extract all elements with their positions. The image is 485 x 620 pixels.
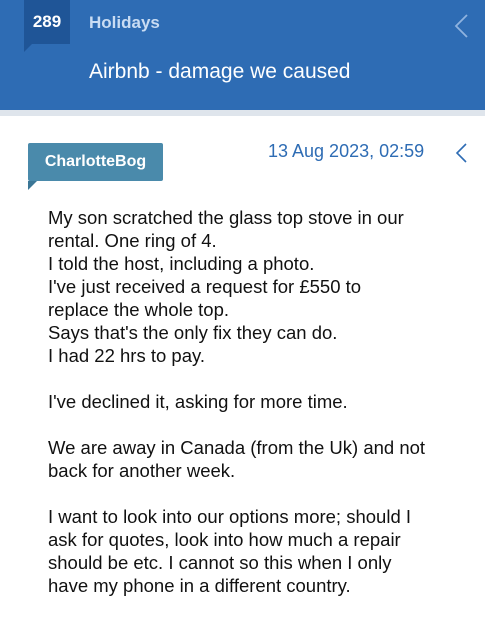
post-line: I've declined it, asking for more time. [48,391,348,412]
post-line: rental. One ring of 4. [48,230,217,251]
post-line: Says that's the only fix they can do. [48,322,338,343]
forum-name-link[interactable]: Holidays [89,13,160,32]
post-line: I've just received a request for £550 to [48,276,362,297]
post-paragraph [48,505,468,597]
post-body [48,206,468,620]
post-line: back for another week. [48,460,236,481]
post-line: I want to look into our options more; should I [48,506,412,527]
post-line: ask for quotes, look into how much a repair [48,529,401,550]
chevron-left-icon[interactable] [452,13,470,39]
post-line: We are away in Canada (from the Uk) and not [48,437,426,458]
thread-title: Airbnb - damage we caused [89,60,351,83]
author-badge[interactable]: CharlotteBog [28,143,163,181]
reply-count-badge: 289 [24,0,70,44]
header-divider [0,110,485,116]
post-paragraph [48,436,468,482]
post-line: should be etc. I cannot so this when I only [48,552,392,573]
post-line: have my phone in a different country. [48,575,351,596]
post-line: My son scratched the glass top stove in our [48,207,404,228]
thread-header [0,0,485,110]
post-paragraph [48,390,468,413]
post-paragraph [48,206,468,367]
post-line: I told the host, including a photo. [48,253,315,274]
post-line: I had 22 hrs to pay. [48,345,206,366]
post-line: replace the whole top. [48,299,230,320]
post-timestamp: 13 Aug 2023, 02:59 [268,141,425,161]
chevron-left-icon[interactable] [453,142,469,164]
